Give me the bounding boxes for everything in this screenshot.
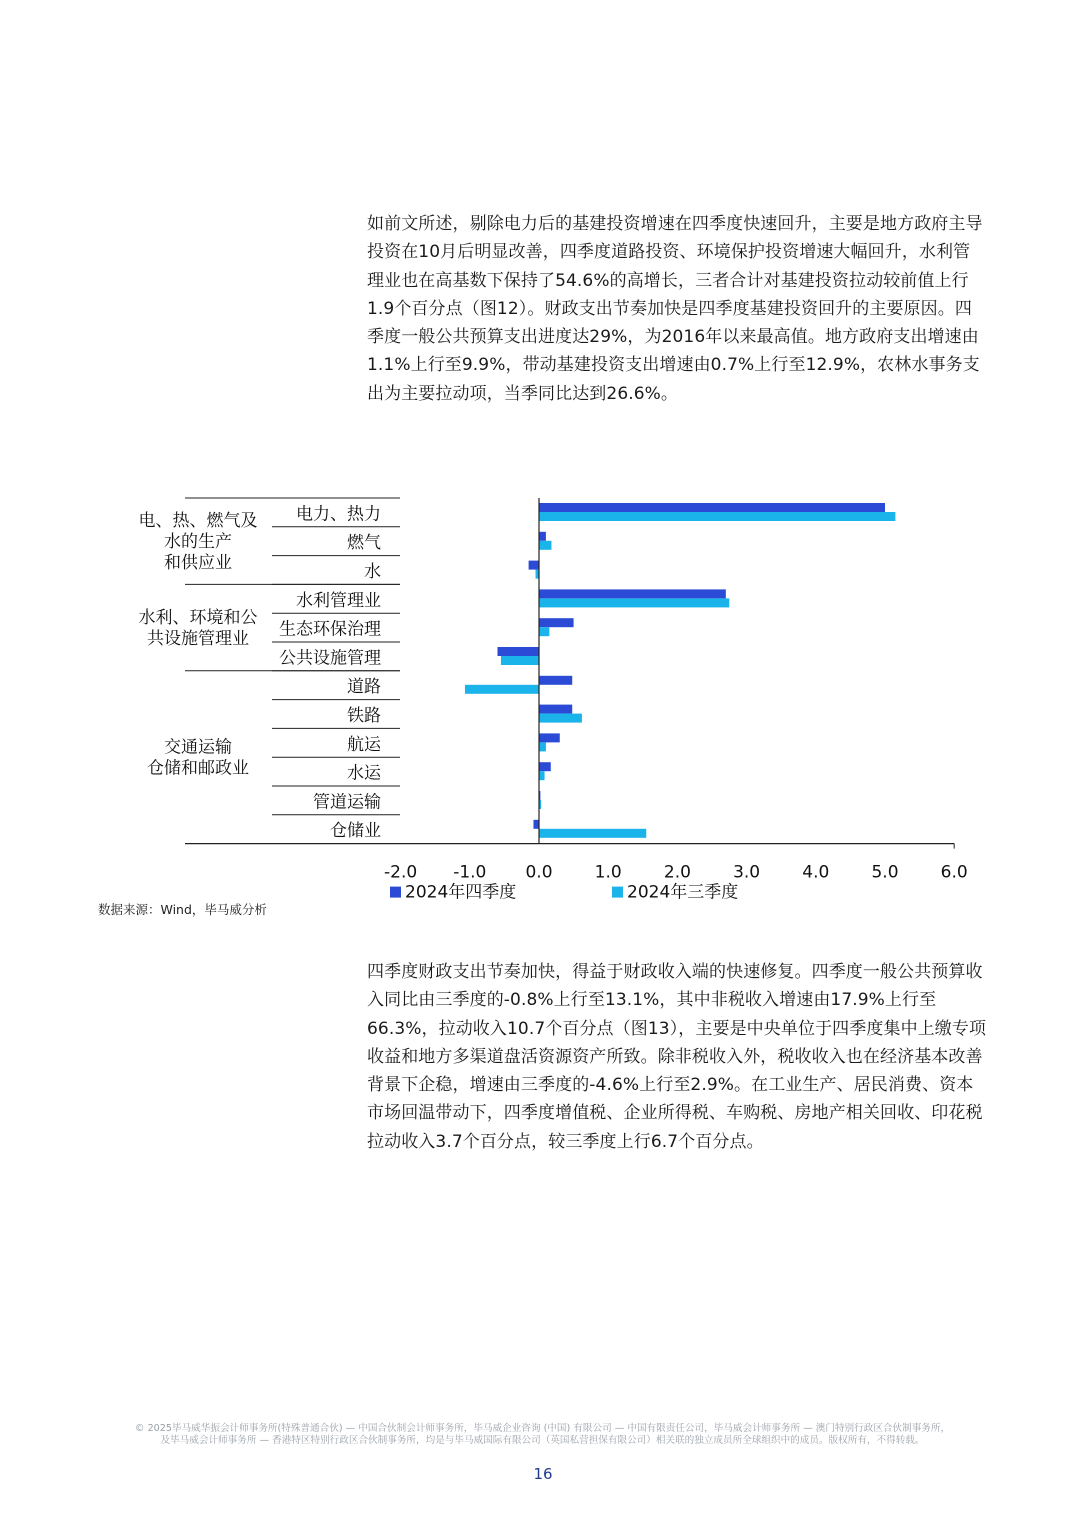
x-tick-label: 6.0 bbox=[940, 862, 968, 883]
group-label-line: 和供应业 bbox=[164, 553, 232, 574]
bar-q4 bbox=[539, 618, 574, 627]
category-label: 生态环保治理 bbox=[279, 619, 381, 640]
category-label: 道路 bbox=[347, 677, 381, 698]
x-tick-label: -1.0 bbox=[453, 862, 487, 883]
x-tick-label: -2.0 bbox=[384, 862, 418, 883]
legend-swatch bbox=[612, 887, 623, 898]
category-label: 仓储业 bbox=[330, 821, 381, 842]
bar-q3 bbox=[539, 829, 646, 838]
legend bbox=[390, 882, 738, 900]
bar-q3 bbox=[539, 714, 582, 723]
x-tick-label: 0.0 bbox=[525, 862, 553, 883]
category-label: 水运 bbox=[347, 763, 381, 784]
bar-q4 bbox=[533, 820, 539, 829]
bar-q4 bbox=[539, 762, 551, 771]
category-label: 水利管理业 bbox=[296, 590, 381, 611]
x-tick-label: 1.0 bbox=[594, 862, 622, 883]
group-label-line: 水利、环境和公 bbox=[138, 608, 258, 629]
axes bbox=[185, 498, 954, 849]
bar-q4 bbox=[497, 647, 539, 656]
footer-line: © 2025毕马威华振会计师事务所(特殊普通合伙) — 中国合伙制会计师事务所，毕马威企业咨询 (中国) 有限公司 — 中国有限责任公司，毕马威会计师事务所 — 澳门特别行政区合伙制事务所， bbox=[134, 1423, 951, 1434]
body-paragraph-2 bbox=[367, 958, 987, 1156]
bar-q3 bbox=[465, 685, 539, 694]
bar-q3 bbox=[539, 512, 895, 521]
x-tick-labels bbox=[384, 863, 968, 883]
group-label-line: 共设施管理业 bbox=[147, 629, 249, 650]
body-paragraph-1 bbox=[367, 210, 987, 408]
bars bbox=[465, 503, 895, 838]
category-label: 电力、热力 bbox=[296, 504, 381, 525]
x-tick-label: 2.0 bbox=[663, 862, 691, 883]
copyright-footer bbox=[100, 1423, 985, 1447]
x-tick-label: 3.0 bbox=[733, 862, 761, 883]
bar-q4 bbox=[529, 561, 539, 570]
bar-q3 bbox=[539, 742, 546, 751]
group-label-line: 水的生产 bbox=[164, 532, 232, 553]
group-label bbox=[147, 738, 249, 779]
legend-swatch bbox=[390, 887, 401, 898]
legend-label: 2024年四季度 bbox=[405, 882, 517, 900]
category-label: 铁路 bbox=[347, 706, 381, 726]
bar-q4 bbox=[539, 705, 572, 714]
bar-q4 bbox=[539, 532, 546, 541]
category-label: 航运 bbox=[347, 734, 381, 755]
group-label bbox=[139, 511, 258, 573]
category-label: 管道运输 bbox=[313, 792, 381, 813]
bar-q3 bbox=[539, 627, 549, 636]
group-label bbox=[139, 608, 258, 649]
bar-q4 bbox=[539, 503, 885, 512]
bar-q4 bbox=[539, 589, 726, 598]
bar-q3 bbox=[539, 598, 729, 607]
paragraph-text: 如前文所述，剔除电力后的基建投资增速在四季度快速回升，主要是地方政府主导投资在10月后明显改善，四季度道路投资、环境保护投资增速大幅回升，水利管理业也在高基数下保持了54.6%的高增长，三者合计对基建投资拉动较前值上行1.9个百分点（图12）。财政支出节奏加快是四季度基建投资回升的主要原因。四季度一般公共预算支出进度达29%，为2016年以来最高值。地方政府支出增速由1.1%上行至9.9%，带动基建投资支出增速由0.7%上行至12.9%，农林水事务支出为主要拉动项，当季同比达到26.6%。 bbox=[367, 214, 983, 404]
paragraph-text: 四季度财政支出节奏加快，得益于财政收入端的快速修复。四季度一般公共预算收入同比由三季度的-0.8%上行至13.1%，其中非税收入增速由17.9%上行至66.3%，拉动收入10.7个百分点（图13），主要是中央单位于四季度集中上缴专项收益和地方多渠道盘活资源资产所致。除非税收入外，税收收入也在经济基本改善背景下企稳，增速由三季度的-4.6%上行至2.9%。在工业生产、居民消费、资本市场回温带动下，四季度增值税、企业所得税、车购税、房地产相关回收、印花税拉动收入3.7个百分点，较三季度上行6.7个百分点。 bbox=[367, 962, 987, 1152]
category-labels bbox=[279, 504, 382, 841]
legend-label: 2024年三季度 bbox=[627, 882, 739, 900]
x-tick-label: 4.0 bbox=[802, 862, 830, 883]
data-source-note: 数据来源：Wind，毕马威分析 bbox=[98, 902, 267, 917]
page-number: 16 bbox=[533, 1465, 553, 1483]
group-label-line: 电、热、燃气及 bbox=[138, 511, 258, 532]
bar-q4 bbox=[539, 733, 560, 742]
bar-q3 bbox=[539, 541, 551, 550]
group-label-line: 交通运输 bbox=[164, 737, 232, 758]
x-tick-label: 5.0 bbox=[871, 862, 899, 883]
bar-q4 bbox=[539, 676, 572, 685]
group-labels bbox=[139, 511, 258, 779]
bar-q3 bbox=[539, 771, 545, 780]
footer-line: 及毕马威会计师事务所 — 香港特区特别行政区合伙制事务所，均是与毕马威国际有限公司（英国私营担保有限公司）相关联的独立成员所全球组织中的成员。版权所有，不得转载。 bbox=[160, 1435, 925, 1446]
category-label: 公共设施管理 bbox=[279, 648, 381, 669]
bar-chart bbox=[0, 480, 1080, 900]
category-label: 燃气 bbox=[347, 533, 381, 554]
group-label-line: 仓储和邮政业 bbox=[147, 758, 249, 779]
bar-q3 bbox=[501, 656, 539, 665]
category-label: 水 bbox=[364, 562, 381, 582]
